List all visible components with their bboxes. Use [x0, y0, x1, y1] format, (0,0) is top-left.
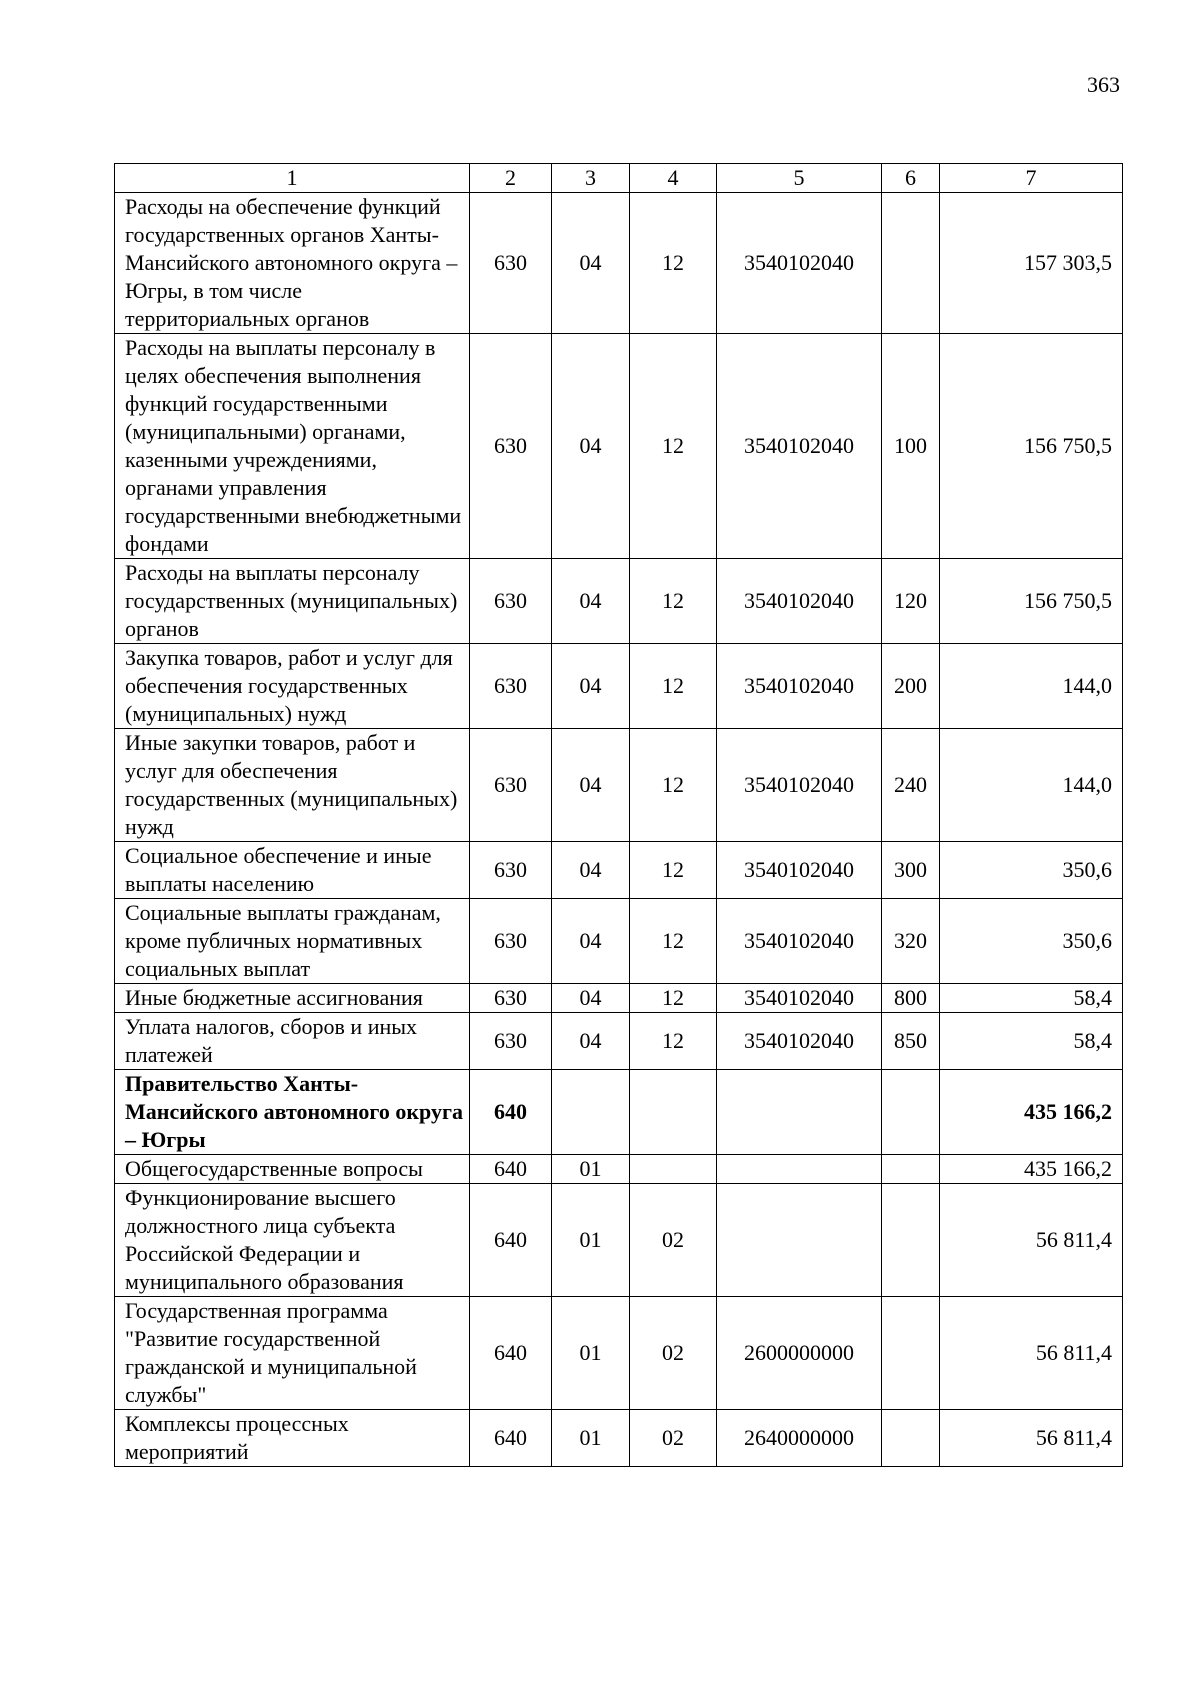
- row-name-cell: Уплата налогов, сборов и иных платежей: [115, 1013, 470, 1070]
- expense-type-cell: [882, 1155, 940, 1184]
- table-row: [115, 1013, 1123, 1070]
- subsection-code-cell: 12: [630, 193, 717, 334]
- ministry-code-cell: 640: [470, 1184, 552, 1297]
- expense-type-cell: 320: [882, 899, 940, 984]
- subsection-code-cell: 02: [630, 1184, 717, 1297]
- table-body: [115, 193, 1123, 1467]
- ministry-code-cell: 630: [470, 729, 552, 842]
- expense-type-cell: [882, 1184, 940, 1297]
- row-name-cell: Социальные выплаты гражданам, кроме публичных нормативных социальных выплат: [115, 899, 470, 984]
- expense-type-cell: 240: [882, 729, 940, 842]
- expense-type-cell: 300: [882, 842, 940, 899]
- row-name-cell: Общегосударственные вопросы: [115, 1155, 470, 1184]
- expense-type-cell: 200: [882, 644, 940, 729]
- ministry-code-cell: 640: [470, 1297, 552, 1410]
- target-article-cell: 3540102040: [717, 559, 882, 644]
- row-name-cell: Социальное обеспечение и иные выплаты населению: [115, 842, 470, 899]
- amount-cell: 144,0: [940, 644, 1123, 729]
- ministry-code-cell: 640: [470, 1155, 552, 1184]
- ministry-code-cell: 630: [470, 984, 552, 1013]
- row-name-cell: Функционирование высшего должностного лица субъекта Российской Федерации и муниципального образования: [115, 1184, 470, 1297]
- target-article-cell: [717, 1184, 882, 1297]
- subsection-code-cell: 12: [630, 842, 717, 899]
- section-code-cell: 04: [552, 729, 630, 842]
- table-row: [115, 1155, 1123, 1184]
- target-article-cell: 3540102040: [717, 729, 882, 842]
- column-header-2: 2: [470, 164, 552, 193]
- row-name-cell: Расходы на обеспечение функций государственных органов Ханты-Мансийского автономного округа – Югры, в том числе территориальных органов: [115, 193, 470, 334]
- budget-table: [114, 163, 1123, 1467]
- column-header-7: 7: [940, 164, 1123, 193]
- table-row: [115, 729, 1123, 842]
- subsection-code-cell: 12: [630, 984, 717, 1013]
- table-row: [115, 1184, 1123, 1297]
- subsection-code-cell: 02: [630, 1410, 717, 1467]
- row-name-cell: Комплексы процессных мероприятий: [115, 1410, 470, 1467]
- column-header-1: 1: [115, 164, 470, 193]
- table-row: [115, 1410, 1123, 1467]
- expense-type-cell: [882, 1070, 940, 1155]
- expense-type-cell: 850: [882, 1013, 940, 1070]
- amount-cell: 56 811,4: [940, 1410, 1123, 1467]
- subsection-code-cell: 12: [630, 899, 717, 984]
- table-row: [115, 559, 1123, 644]
- section-code-cell: 04: [552, 644, 630, 729]
- section-code-cell: 04: [552, 193, 630, 334]
- subsection-code-cell: 12: [630, 334, 717, 559]
- expense-type-cell: [882, 193, 940, 334]
- row-name-cell: Закупка товаров, работ и услуг для обеспечения государственных (муниципальных) нужд: [115, 644, 470, 729]
- row-name-cell: Иные закупки товаров, работ и услуг для обеспечения государственных (муниципальных) нужд: [115, 729, 470, 842]
- row-name-cell: Правительство Ханты-Мансийского автономного округа – Югры: [115, 1070, 470, 1155]
- column-header-3: 3: [552, 164, 630, 193]
- subsection-code-cell: [630, 1155, 717, 1184]
- amount-cell: 156 750,5: [940, 559, 1123, 644]
- subsection-code-cell: 02: [630, 1297, 717, 1410]
- ministry-code-cell: 630: [470, 842, 552, 899]
- ministry-code-cell: 640: [470, 1410, 552, 1467]
- target-article-cell: 3540102040: [717, 842, 882, 899]
- section-code-cell: 01: [552, 1297, 630, 1410]
- target-article-cell: 2600000000: [717, 1297, 882, 1410]
- section-code-cell: 01: [552, 1410, 630, 1467]
- target-article-cell: [717, 1155, 882, 1184]
- table-row: [115, 1297, 1123, 1410]
- subsection-code-cell: 12: [630, 729, 717, 842]
- amount-cell: 56 811,4: [940, 1184, 1123, 1297]
- target-article-cell: 3540102040: [717, 334, 882, 559]
- column-header-4: 4: [630, 164, 717, 193]
- table-row: [115, 1070, 1123, 1155]
- ministry-code-cell: 630: [470, 899, 552, 984]
- target-article-cell: 3540102040: [717, 644, 882, 729]
- subsection-code-cell: [630, 1070, 717, 1155]
- row-name-cell: Расходы на выплаты персоналу государственных (муниципальных) органов: [115, 559, 470, 644]
- expense-type-cell: 120: [882, 559, 940, 644]
- row-name-cell: Государственная программа "Развитие государственной гражданской и муниципальной службы": [115, 1297, 470, 1410]
- amount-cell: 350,6: [940, 899, 1123, 984]
- target-article-cell: 3540102040: [717, 899, 882, 984]
- table-row: [115, 984, 1123, 1013]
- row-name-cell: Расходы на выплаты персоналу в целях обеспечения выполнения функций государственными (муниципальными) органами, казенными учреждениями, органами управления государственными внебюджетными фондами: [115, 334, 470, 559]
- section-code-cell: 04: [552, 559, 630, 644]
- amount-cell: 58,4: [940, 1013, 1123, 1070]
- table-row: [115, 644, 1123, 729]
- section-code-cell: 01: [552, 1155, 630, 1184]
- section-code-cell: 04: [552, 334, 630, 559]
- subsection-code-cell: 12: [630, 644, 717, 729]
- row-name-cell: Иные бюджетные ассигнования: [115, 984, 470, 1013]
- column-header-5: 5: [717, 164, 882, 193]
- amount-cell: 435 166,2: [940, 1070, 1123, 1155]
- amount-cell: 435 166,2: [940, 1155, 1123, 1184]
- subsection-code-cell: 12: [630, 1013, 717, 1070]
- table-row: [115, 899, 1123, 984]
- ministry-code-cell: 630: [470, 193, 552, 334]
- ministry-code-cell: 630: [470, 559, 552, 644]
- expense-type-cell: [882, 1410, 940, 1467]
- amount-cell: 157 303,5: [940, 193, 1123, 334]
- ministry-code-cell: 630: [470, 644, 552, 729]
- page-number: 363: [1087, 72, 1120, 97]
- target-article-cell: 3540102040: [717, 193, 882, 334]
- expense-type-cell: [882, 1297, 940, 1410]
- section-code-cell: 04: [552, 899, 630, 984]
- expense-type-cell: 100: [882, 334, 940, 559]
- subsection-code-cell: 12: [630, 559, 717, 644]
- ministry-code-cell: 630: [470, 1013, 552, 1070]
- amount-cell: 58,4: [940, 984, 1123, 1013]
- column-header-6: 6: [882, 164, 940, 193]
- section-code-cell: [552, 1070, 630, 1155]
- table-header-row: [115, 164, 1123, 193]
- amount-cell: 144,0: [940, 729, 1123, 842]
- table-row: [115, 334, 1123, 559]
- amount-cell: 156 750,5: [940, 334, 1123, 559]
- amount-cell: 56 811,4: [940, 1297, 1123, 1410]
- target-article-cell: 3540102040: [717, 984, 882, 1013]
- ministry-code-cell: 640: [470, 1070, 552, 1155]
- section-code-cell: 04: [552, 1013, 630, 1070]
- section-code-cell: 04: [552, 984, 630, 1013]
- table-row: [115, 842, 1123, 899]
- expense-type-cell: 800: [882, 984, 940, 1013]
- target-article-cell: 3540102040: [717, 1013, 882, 1070]
- section-code-cell: 04: [552, 842, 630, 899]
- target-article-cell: [717, 1070, 882, 1155]
- section-code-cell: 01: [552, 1184, 630, 1297]
- ministry-code-cell: 630: [470, 334, 552, 559]
- table-row: [115, 193, 1123, 334]
- amount-cell: 350,6: [940, 842, 1123, 899]
- target-article-cell: 2640000000: [717, 1410, 882, 1467]
